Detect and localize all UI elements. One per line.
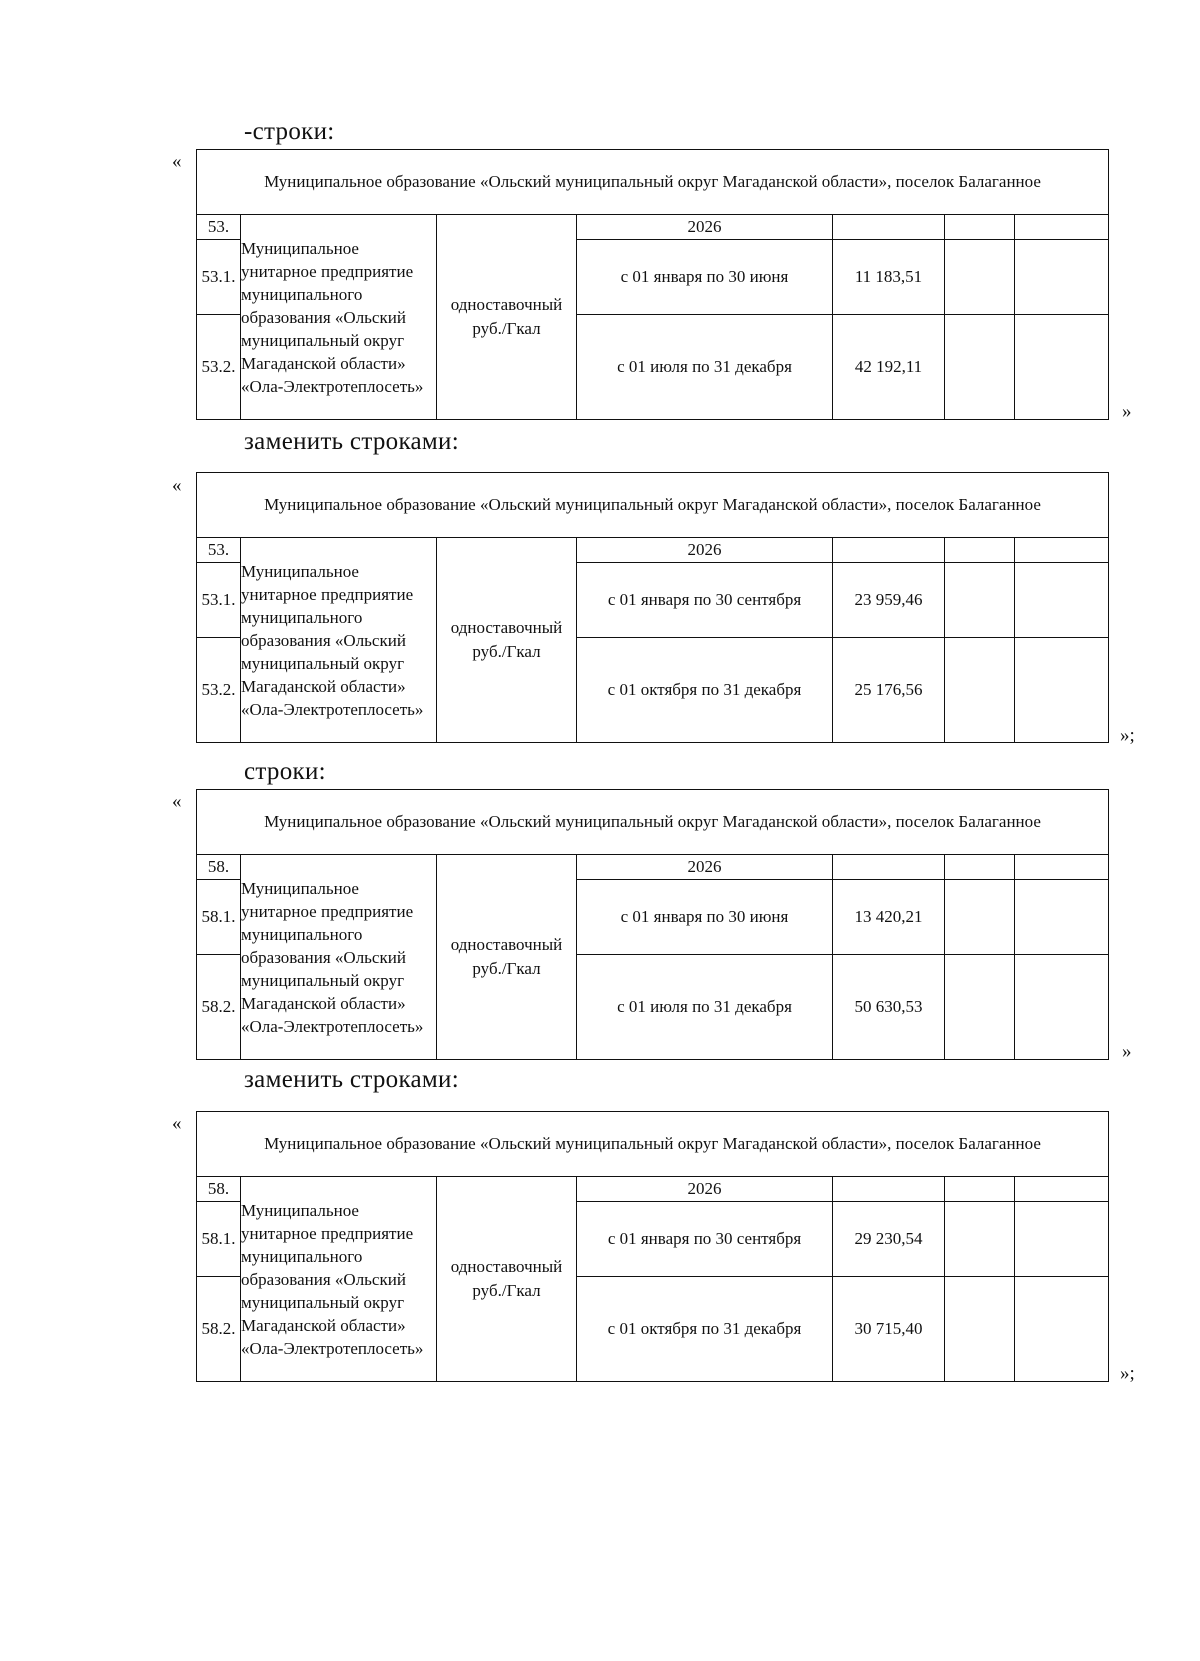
period-cell: с 01 января по 30 сентября — [577, 1202, 833, 1277]
period-cell: с 01 января по 30 сентября — [577, 563, 833, 638]
open-quote: « — [172, 791, 182, 812]
tariff-value: 50 630,53 — [833, 955, 945, 1060]
year-cell: 2026 — [577, 855, 833, 880]
subrow-number: 53.2. — [197, 638, 241, 743]
tariff-table-block — [196, 149, 1108, 420]
empty-cell — [945, 638, 1015, 743]
tariff-value: 11 183,51 — [833, 240, 945, 315]
close-quote: »; — [1120, 1363, 1135, 1384]
organization-name: Муниципальное унитарное предприятие муниципального образования «Ольский муниципальный округ Магаданской области» «Ола-Электротеплосеть» — [241, 855, 437, 1060]
period-cell: с 01 октября по 31 декабря — [577, 1277, 833, 1382]
subrow-number: 53.1. — [197, 563, 241, 638]
empty-cell — [833, 855, 945, 880]
empty-cell — [1015, 638, 1109, 743]
empty-cell — [945, 855, 1015, 880]
empty-cell — [1015, 240, 1109, 315]
tariff-value: 13 420,21 — [833, 880, 945, 955]
tariff-type: одноставочный руб./Гкал — [437, 538, 577, 743]
tariff-table-block — [196, 789, 1108, 1060]
tariff-table — [196, 1111, 1109, 1382]
organization-name: Муниципальное унитарное предприятие муниципального образования «Ольский муниципальный округ Магаданской области» «Ола-Электротеплосеть» — [241, 538, 437, 743]
empty-cell — [945, 315, 1015, 420]
row-number: 53. — [197, 215, 241, 240]
subrow-number: 58.1. — [197, 880, 241, 955]
subrow-number: 58.1. — [197, 1202, 241, 1277]
subrow-number: 58.2. — [197, 1277, 241, 1382]
empty-cell — [945, 955, 1015, 1060]
caption: -строки: — [244, 118, 335, 145]
caption: строки: — [244, 758, 326, 785]
empty-cell — [945, 1177, 1015, 1202]
tariff-value: 29 230,54 — [833, 1202, 945, 1277]
close-quote: » — [1122, 401, 1132, 422]
tariff-table — [196, 149, 1109, 420]
open-quote: « — [172, 151, 182, 172]
period-cell: с 01 января по 30 июня — [577, 880, 833, 955]
empty-cell — [1015, 1202, 1109, 1277]
period-cell: с 01 января по 30 июня — [577, 240, 833, 315]
empty-cell — [945, 538, 1015, 563]
organization-name: Муниципальное унитарное предприятие муниципального образования «Ольский муниципальный округ Магаданской области» «Ола-Электротеплосеть» — [241, 1177, 437, 1382]
empty-cell — [945, 215, 1015, 240]
subrow-number: 58.2. — [197, 955, 241, 1060]
empty-cell — [833, 538, 945, 563]
empty-cell — [833, 215, 945, 240]
tariff-type: одноставочный руб./Гкал — [437, 1177, 577, 1382]
row-number: 58. — [197, 855, 241, 880]
period-cell: с 01 июля по 31 декабря — [577, 955, 833, 1060]
tariff-table — [196, 789, 1109, 1060]
tariff-table — [196, 472, 1109, 743]
subrow-number: 53.1. — [197, 240, 241, 315]
empty-cell — [1015, 880, 1109, 955]
empty-cell — [945, 880, 1015, 955]
tariff-type: одноставочный руб./Гкал — [437, 855, 577, 1060]
open-quote: « — [172, 1113, 182, 1134]
empty-cell — [1015, 1177, 1109, 1202]
empty-cell — [1015, 563, 1109, 638]
subrow-number: 53.2. — [197, 315, 241, 420]
empty-cell — [1015, 315, 1109, 420]
empty-cell — [1015, 1277, 1109, 1382]
year-cell: 2026 — [577, 538, 833, 563]
empty-cell — [1015, 215, 1109, 240]
year-cell: 2026 — [577, 215, 833, 240]
municipality-header: Муниципальное образование «Ольский муниципальный округ Магаданской области», поселок Балаганное — [197, 790, 1109, 855]
municipality-header: Муниципальное образование «Ольский муниципальный округ Магаданской области», поселок Балаганное — [197, 1112, 1109, 1177]
tariff-value: 23 959,46 — [833, 563, 945, 638]
period-cell: с 01 октября по 31 декабря — [577, 638, 833, 743]
year-cell: 2026 — [577, 1177, 833, 1202]
empty-cell — [945, 1202, 1015, 1277]
empty-cell — [945, 563, 1015, 638]
row-number: 53. — [197, 538, 241, 563]
empty-cell — [1015, 538, 1109, 563]
close-quote: » — [1122, 1041, 1132, 1062]
empty-cell — [945, 240, 1015, 315]
period-cell: с 01 июля по 31 декабря — [577, 315, 833, 420]
empty-cell — [1015, 855, 1109, 880]
empty-cell — [1015, 955, 1109, 1060]
tariff-table-block — [196, 1111, 1108, 1382]
row-number: 58. — [197, 1177, 241, 1202]
municipality-header: Муниципальное образование «Ольский муниципальный округ Магаданской области», поселок Балаганное — [197, 473, 1109, 538]
open-quote: « — [172, 475, 182, 496]
caption: заменить строками: — [244, 1066, 459, 1093]
tariff-value: 42 192,11 — [833, 315, 945, 420]
caption: заменить строками: — [244, 428, 459, 455]
close-quote: »; — [1120, 725, 1135, 746]
municipality-header: Муниципальное образование «Ольский муниципальный округ Магаданской области», поселок Балаганное — [197, 150, 1109, 215]
tariff-table-block — [196, 472, 1108, 743]
tariff-value: 30 715,40 — [833, 1277, 945, 1382]
empty-cell — [945, 1277, 1015, 1382]
organization-name: Муниципальное унитарное предприятие муниципального образования «Ольский муниципальный округ Магаданской области» «Ола-Электротеплосеть» — [241, 215, 437, 420]
empty-cell — [833, 1177, 945, 1202]
tariff-value: 25 176,56 — [833, 638, 945, 743]
tariff-type: одноставочный руб./Гкал — [437, 215, 577, 420]
